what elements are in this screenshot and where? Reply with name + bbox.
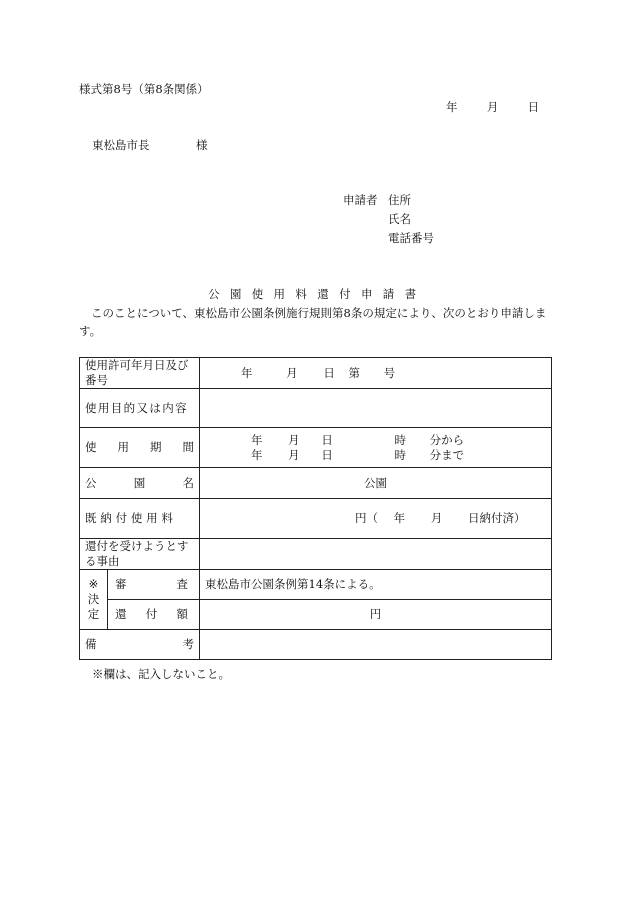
footnote: ※欄は、記入しないこと。 — [92, 667, 230, 681]
application-table — [79, 357, 552, 660]
row-refund — [80, 600, 552, 630]
row-period — [80, 428, 552, 468]
row-paid — [80, 499, 552, 539]
purpose-value[interactable] — [200, 389, 552, 428]
row-park — [80, 468, 552, 499]
row-remarks — [80, 630, 552, 660]
applicant-address-label: 住所 — [388, 193, 411, 207]
reason-label: 還付を受けようとする事由 — [80, 539, 200, 570]
park-label: 公 園 名 — [80, 468, 200, 499]
period-from: 年 月 日 時 分から — [251, 432, 465, 447]
row-review — [80, 570, 552, 600]
period-to: 年 月 日 時 分まで — [251, 447, 465, 462]
review-value: 東松島市公園条例第14条による。 — [200, 570, 552, 600]
intro-text: このことについて、東松島市公園条例施行規則第8条の規定により、次のとおり申請します。 — [79, 306, 547, 338]
decision-mark: ※ — [88, 577, 99, 591]
remarks-label: 備 考 — [80, 630, 200, 660]
refund-value: 円 — [200, 600, 552, 630]
reason-value[interactable] — [200, 539, 552, 570]
date-line — [446, 99, 539, 115]
applicant-phone-label: 電話番号 — [388, 231, 434, 245]
applicant-label: 申請者 — [343, 193, 378, 207]
period-value[interactable] — [200, 428, 552, 468]
paid-label: 既納付使用料 — [80, 499, 200, 539]
addressee-honorific: 様 — [196, 138, 208, 152]
paid-value[interactable]: 円（ 年 月 日納付済） — [200, 499, 552, 539]
applicant-name-label: 氏名 — [388, 212, 411, 226]
review-label: 審 査 — [108, 570, 200, 600]
park-value[interactable]: 公園 — [200, 468, 552, 499]
document-title: 公園使用料還付申請書 — [208, 287, 427, 301]
form-number: 様式第8号（第8条関係） — [79, 82, 209, 96]
permit-label: 使用許可年月日及び番号 — [80, 358, 200, 389]
permit-value[interactable]: 年 月 日 第 号 — [200, 358, 552, 389]
row-purpose — [80, 389, 552, 428]
remarks-value[interactable] — [200, 630, 552, 660]
period-label: 使 用 期 間 — [80, 428, 200, 468]
date-year: 年 — [446, 100, 458, 114]
row-reason — [80, 539, 552, 570]
purpose-label: 使用目的又は内容 — [80, 389, 200, 428]
decision-cell: ※ 決 定 — [80, 570, 108, 630]
addressee-name: 東松島市長 — [92, 138, 150, 152]
row-permit — [80, 358, 552, 389]
date-day: 日 — [527, 100, 540, 114]
refund-label: 還 付 額 — [108, 600, 200, 630]
date-month: 月 — [486, 100, 499, 114]
